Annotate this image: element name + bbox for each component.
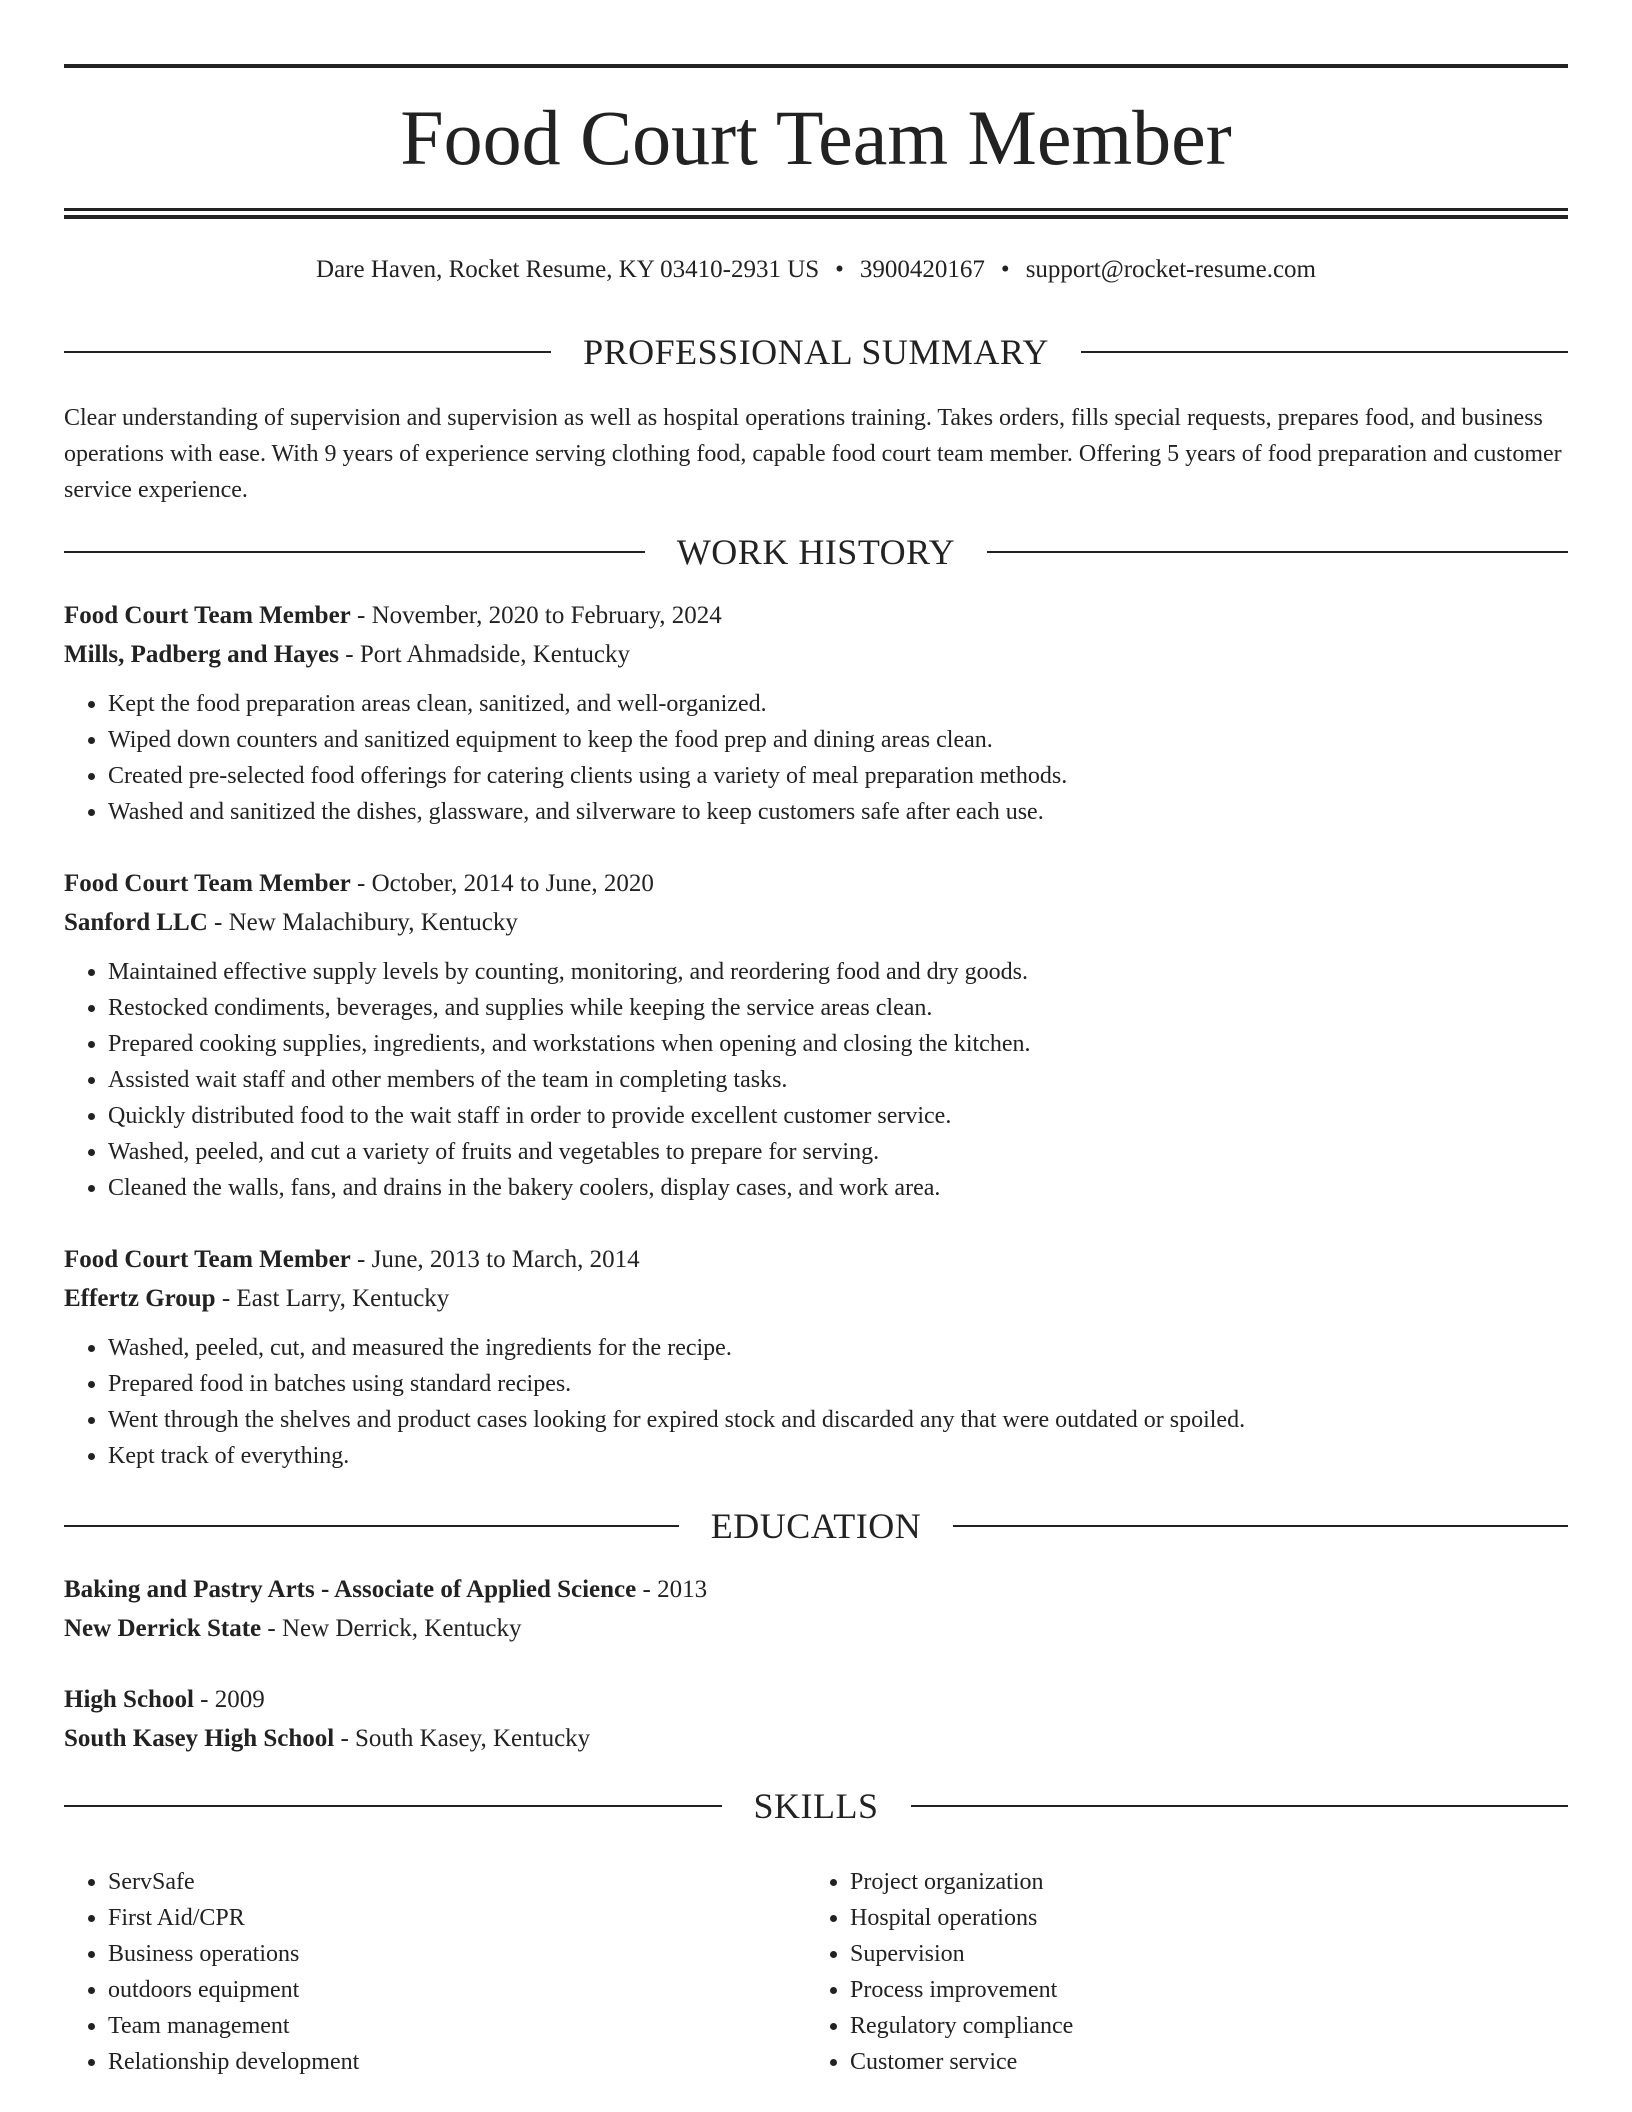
job-entry bbox=[64, 596, 1568, 830]
section-title: SKILLS bbox=[753, 1786, 879, 1826]
section-heading-skills bbox=[64, 1784, 1568, 1828]
job-title: Food Court Team Member bbox=[64, 602, 351, 629]
skill-item: • Customer service bbox=[850, 2044, 1548, 2080]
job-dates: - June, 2013 to March, 2014 bbox=[350, 1246, 640, 1273]
contact-address: Dare Haven, Rocket Resume, KY 03410-2931 US bbox=[316, 256, 820, 283]
job-duty: • Cleaned the walls, fans, and drains in the bakery coolers, display cases, and work area. bbox=[108, 1170, 1568, 1206]
job-entry bbox=[64, 1240, 1568, 1474]
contact-line bbox=[64, 254, 1568, 286]
heading-rule bbox=[1081, 351, 1568, 353]
skills-list-right bbox=[806, 1864, 1548, 2080]
degree-year: - 2009 bbox=[193, 1686, 265, 1713]
school-location: - South Kasey, Kentucky bbox=[334, 1725, 591, 1752]
section-heading-education bbox=[64, 1504, 1568, 1548]
job-duty: • Washed and sanitized the dishes, glassware, and silverware to keep customers safe after each use. bbox=[108, 794, 1568, 830]
job-duty: • Maintained effective supply levels by counting, monitoring, and reordering food and dry goods. bbox=[108, 954, 1568, 990]
heading-rule bbox=[911, 1805, 1569, 1807]
skills-list-left bbox=[64, 1864, 806, 2080]
skill-item: • outdoors equipment bbox=[108, 1972, 806, 2008]
skill-item: • Team management bbox=[108, 2008, 806, 2044]
job-title: Food Court Team Member bbox=[64, 1246, 351, 1273]
job-title: Food Court Team Member bbox=[64, 870, 351, 897]
job-title-line bbox=[64, 596, 1568, 635]
job-duty: • Washed, peeled, cut, and measured the ingredients for the recipe. bbox=[108, 1330, 1568, 1366]
skill-item: • Relationship development bbox=[108, 2044, 806, 2080]
job-location: - East Larry, Kentucky bbox=[215, 1285, 450, 1312]
job-company: Effertz Group bbox=[64, 1285, 216, 1312]
skill-item: • Hospital operations bbox=[850, 1900, 1548, 1936]
job-title-line bbox=[64, 1240, 1568, 1279]
job-duty: • Prepared cooking supplies, ingredients, and workstations when opening and closing the kitchen. bbox=[108, 1026, 1568, 1062]
job-duty: • Quickly distributed food to the wait staff in order to provide excellent customer service. bbox=[108, 1098, 1568, 1134]
job-duty: • Washed, peeled, and cut a variety of fruits and vegetables to prepare for serving. bbox=[108, 1134, 1568, 1170]
heading-rule bbox=[64, 1525, 679, 1527]
job-dates: - November, 2020 to February, 2024 bbox=[350, 602, 722, 629]
job-company-line bbox=[64, 1279, 1568, 1318]
job-duty: • Assisted wait staff and other members of the team in completing tasks. bbox=[108, 1062, 1568, 1098]
top-rule bbox=[64, 64, 1568, 68]
job-duties-list bbox=[64, 1330, 1568, 1474]
section-heading-summary bbox=[64, 330, 1568, 374]
heading-rule bbox=[64, 551, 645, 553]
section-title: EDUCATION bbox=[710, 1506, 922, 1546]
heading-rule bbox=[987, 551, 1568, 553]
school: South Kasey High School bbox=[64, 1725, 335, 1752]
school-line bbox=[64, 1719, 1568, 1758]
school: New Derrick State bbox=[64, 1615, 262, 1642]
job-title-line bbox=[64, 864, 1568, 903]
job-duty: • Prepared food in batches using standard recipes. bbox=[108, 1366, 1568, 1402]
skill-item: • Process improvement bbox=[850, 1972, 1548, 2008]
job-company-line bbox=[64, 903, 1568, 942]
skills-columns bbox=[64, 1864, 1568, 2080]
job-company: Mills, Padberg and Hayes bbox=[64, 641, 340, 668]
title-double-rule bbox=[64, 208, 1568, 219]
degree-year: - 2013 bbox=[636, 1576, 708, 1603]
skill-item: • Regulatory compliance bbox=[850, 2008, 1548, 2044]
job-company-line bbox=[64, 635, 1568, 674]
skill-item: • First Aid/CPR bbox=[108, 1900, 806, 1936]
school-line bbox=[64, 1609, 1568, 1648]
skill-item: • Supervision bbox=[850, 1936, 1548, 1972]
heading-rule bbox=[64, 1805, 722, 1807]
education-entry bbox=[64, 1680, 1568, 1758]
summary-text: Clear understanding of supervision and supervision as well as hospital operations training. Takes orders, fills special requests, prepares food, and business operations with ease. With 9 years of experience serving clothing food, capable food court team member. Offering 5 years of food preparation and customer service experience. bbox=[64, 405, 1562, 503]
job-duty: • Wiped down counters and sanitized equipment to keep the food prep and dining areas clean. bbox=[108, 722, 1568, 758]
contact-separator: • bbox=[835, 256, 844, 283]
degree: High School bbox=[64, 1686, 194, 1713]
resume-title: Food Court Team Member bbox=[400, 94, 1232, 181]
skill-item: • ServSafe bbox=[108, 1864, 806, 1900]
contact-phone[interactable]: 3900420167 bbox=[859, 256, 985, 283]
education-entry bbox=[64, 1570, 1568, 1648]
job-duty: • Kept the food preparation areas clean, sanitized, and well-organized. bbox=[108, 686, 1568, 722]
job-dates: - October, 2014 to June, 2020 bbox=[350, 870, 654, 897]
contact-separator: • bbox=[1000, 256, 1010, 283]
skill-item: • Business operations bbox=[108, 1936, 806, 1972]
section-heading-work-history bbox=[64, 530, 1568, 574]
job-company: Sanford LLC bbox=[64, 909, 208, 936]
job-duties-list bbox=[64, 686, 1568, 830]
job-duties-list bbox=[64, 954, 1568, 1206]
degree-line bbox=[64, 1570, 1568, 1609]
job-duty: • Restocked condiments, beverages, and supplies while keeping the service areas clean. bbox=[108, 990, 1568, 1026]
section-title: WORK HISTORY bbox=[676, 532, 956, 572]
section-title: PROFESSIONAL SUMMARY bbox=[583, 332, 1049, 372]
heading-rule bbox=[64, 351, 551, 353]
heading-rule bbox=[953, 1525, 1568, 1527]
job-location: - Port Ahmadside, Kentucky bbox=[339, 641, 630, 668]
degree: Baking and Pastry Arts - Associate of Applied Science bbox=[64, 1576, 637, 1603]
job-duty: • Went through the shelves and product cases looking for expired stock and discarded any that were outdated or spoiled. bbox=[108, 1402, 1568, 1438]
job-entry bbox=[64, 864, 1568, 1206]
job-duty: • Kept track of everything. bbox=[108, 1438, 1568, 1474]
school-location: - New Derrick, Kentucky bbox=[261, 1615, 522, 1642]
contact-email[interactable]: support@rocket-resume.com bbox=[1025, 256, 1316, 283]
degree-line bbox=[64, 1680, 1568, 1719]
job-location: - New Malachibury, Kentucky bbox=[207, 909, 518, 936]
skill-item: • Project organization bbox=[850, 1864, 1548, 1900]
job-duty: • Created pre-selected food offerings for catering clients using a variety of meal preparation methods. bbox=[108, 758, 1568, 794]
